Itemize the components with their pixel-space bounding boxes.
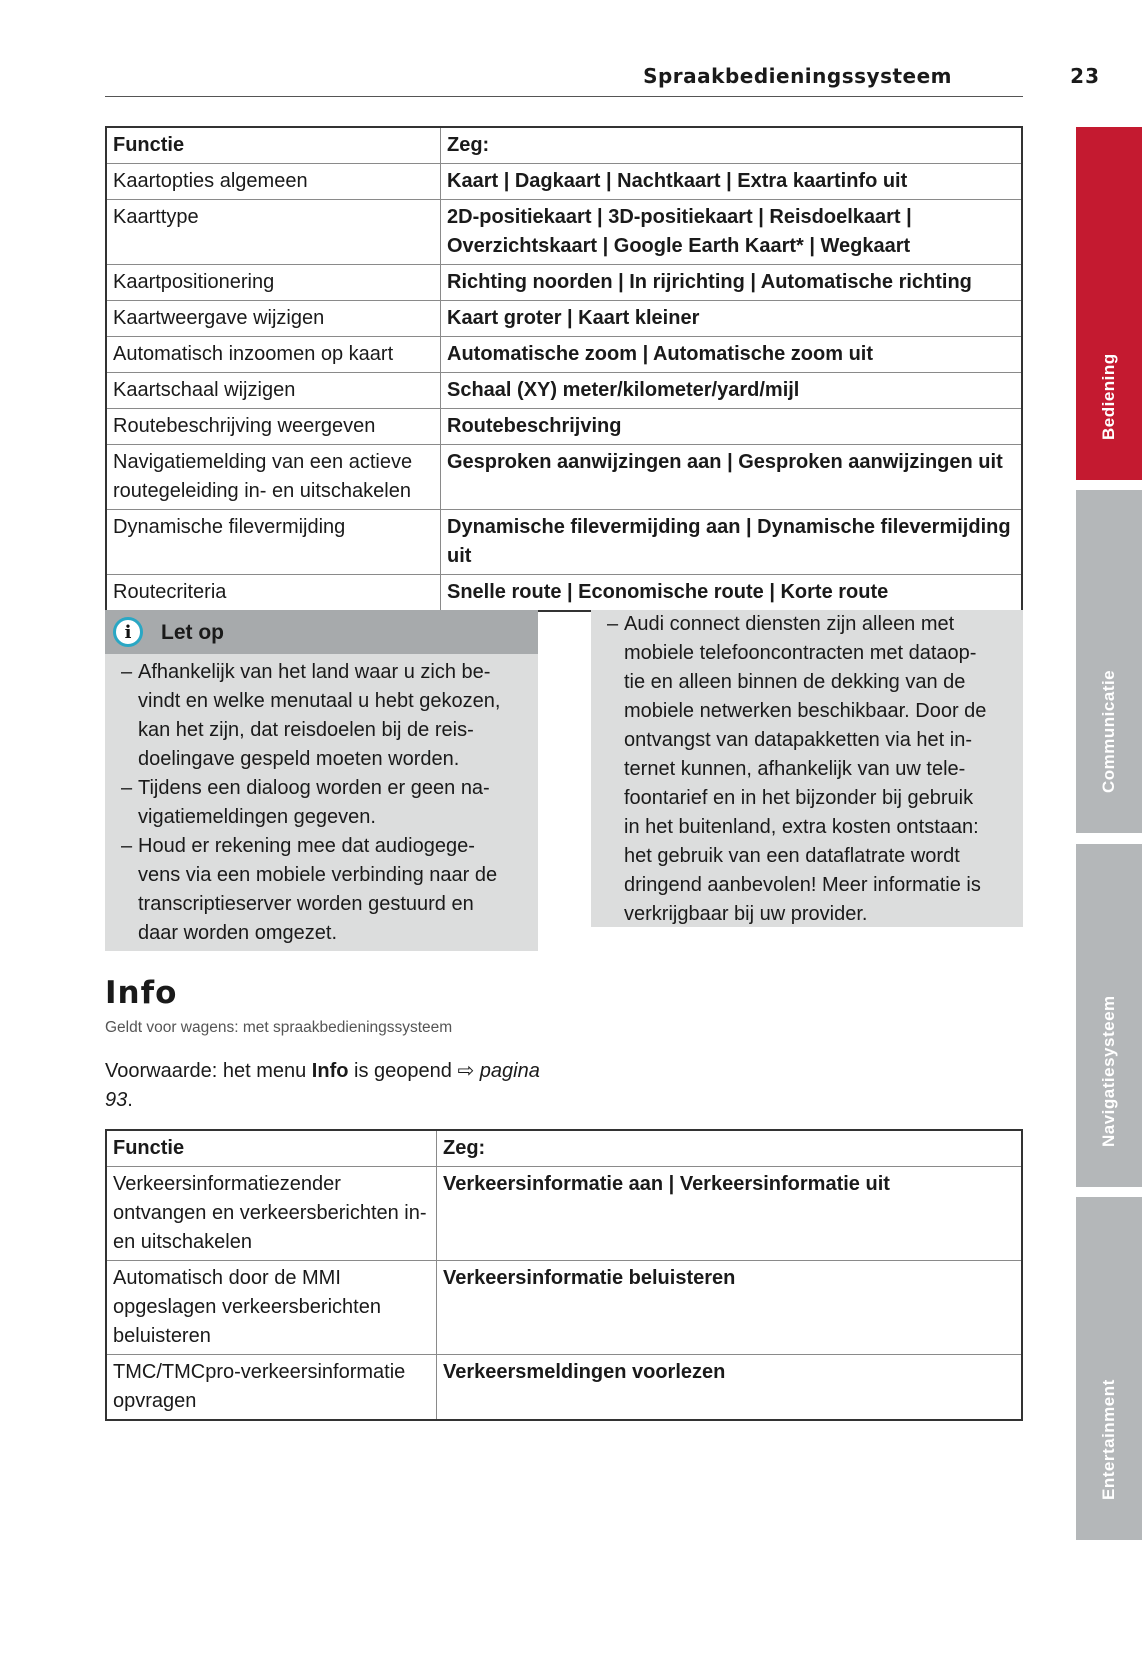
note-line: kan het zijn, dat reisdoelen bij de reis- [138, 719, 474, 741]
table-row [106, 265, 1022, 301]
function-cell: Automatisch door de MMI opgeslagen verkeersberichten beluisteren [106, 1261, 437, 1355]
note-line: het gebruik van een dataflatrate wordt [624, 845, 960, 867]
header-cell-say: Zeg: [441, 127, 1023, 164]
function-cell: Dynamische filevermijding [106, 510, 441, 575]
side-tab-navigatiesysteem[interactable] [1076, 844, 1142, 1187]
command-cell: Verkeersmeldingen voorlezen [437, 1355, 1023, 1421]
command-cell: Richting noorden | In rijrichting | Automatische richting [441, 265, 1023, 301]
command-cell: Dynamische filevermijding aan | Dynamische filevermijding uit [441, 510, 1023, 575]
note-line: ternet kunnen, afhankelijk van uw tele- [624, 758, 966, 780]
function-cell: Automatisch inzoomen op kaart [106, 337, 441, 373]
table-row [106, 373, 1022, 409]
table-header-row [106, 127, 1022, 164]
note-line: doelingave gespeld moeten worden. [138, 748, 460, 770]
header-cell-function: Functie [106, 127, 441, 164]
note-item [121, 832, 528, 948]
page-number: 23 [1070, 64, 1100, 88]
section-heading-info: Info [105, 975, 178, 1011]
command-cell: Automatische zoom | Automatische zoom uit [441, 337, 1023, 373]
table-header-row [106, 1130, 1022, 1167]
table-row [106, 164, 1022, 200]
note-line: transcriptieserver worden gestuurd en [138, 893, 474, 915]
command-cell: Schaal (XY) meter/kilometer/yard/mijl [441, 373, 1023, 409]
function-cell: Verkeersinformatiezender ontvangen en verkeersberichten in- en uitschakelen [106, 1167, 437, 1261]
command-cell: Kaart | Dagkaart | Nachtkaart | Extra kaartinfo uit [441, 164, 1023, 200]
bullet-dash: – [121, 777, 133, 799]
precondition-text [105, 1057, 545, 1115]
note-line: daar worden omgezet. [138, 922, 338, 944]
table-row [106, 445, 1022, 510]
function-cell: Kaartweergave wijzigen [106, 301, 441, 337]
note-header [105, 610, 538, 654]
note-body [105, 654, 538, 948]
side-tab-entertainment[interactable] [1076, 1197, 1142, 1540]
function-cell: Navigatiemelding van een actieve routegeleiding in- en uitschakelen [106, 445, 441, 510]
voice-commands-table-navigation [105, 126, 1023, 612]
note-line: vindt en welke menutaal u hebt gekozen, [138, 690, 501, 712]
function-cell: Kaartopties algemeen [106, 164, 441, 200]
command-cell: 2D-positiekaart | 3D-positiekaart | Reisdoelkaart | Overzichtskaart | Google Earth Kaart* | Wegkaart [441, 200, 1023, 265]
cond-end: . [127, 1089, 133, 1111]
header-cell-say: Zeg: [437, 1130, 1023, 1167]
side-tab-label: Entertainment [1099, 1379, 1118, 1500]
note-line: verkrijgbaar bij uw provider. [624, 903, 868, 925]
table-row [106, 1167, 1022, 1261]
table-row [106, 301, 1022, 337]
table-row [106, 510, 1022, 575]
side-tab-label: Navigatiesysteem [1099, 995, 1118, 1147]
note-item [121, 774, 528, 832]
note-item [121, 658, 528, 774]
command-cell: Verkeersinformatie beluisteren [437, 1261, 1023, 1355]
table-row [106, 1355, 1022, 1421]
command-cell: Kaart groter | Kaart kleiner [441, 301, 1023, 337]
note-line: vigatiemeldingen gegeven. [138, 806, 376, 828]
command-cell: Verkeersinformatie aan | Verkeersinformatie uit [437, 1167, 1023, 1261]
note-line: mobiele telefooncontracten met dataop- [624, 642, 977, 664]
function-cell: Kaartschaal wijzigen [106, 373, 441, 409]
function-cell: Kaartpositionering [106, 265, 441, 301]
applies-to-text: Geldt voor wagens: met spraakbedieningssysteem [105, 1019, 453, 1036]
bullet-dash: – [121, 835, 133, 857]
table-row [106, 409, 1022, 445]
side-tab-label: Bediening [1099, 353, 1118, 440]
note-body [591, 610, 1023, 929]
table-row [106, 337, 1022, 373]
note-line: ontvangst van datapakketten via het in- [624, 729, 973, 751]
function-cell: TMC/TMCpro-verkeersinformatie opvragen [106, 1355, 437, 1421]
note-line: Audi connect diensten zijn alleen met [624, 613, 955, 635]
function-cell: Kaarttype [106, 200, 441, 265]
note-title: Let op [161, 620, 224, 644]
note-box-continued [591, 610, 1023, 927]
function-cell: Routebeschrijving weergeven [106, 409, 441, 445]
note-box-let-op [105, 610, 538, 951]
note-line: tie en alleen binnen de dekking van de [624, 671, 966, 693]
voice-commands-table-info [105, 1129, 1023, 1421]
cond-menu-name: Info [311, 1060, 349, 1082]
command-cell: Gesproken aanwijzingen aan | Gesproken aanwijzingen uit [441, 445, 1023, 510]
arrow-right-icon: ⇨ [457, 1060, 475, 1082]
cond-mid: is geopend [348, 1060, 458, 1082]
note-line: vens via een mobiele verbinding naar de [138, 864, 498, 886]
command-cell: Snelle route | Economische route | Korte route [441, 575, 1023, 612]
table-row [106, 575, 1022, 612]
note-line: dringend aanbevolen! Meer informatie is [624, 874, 981, 896]
side-tab-bediening[interactable] [1076, 127, 1142, 480]
note-line: foontarief en in het bijzonder bij gebruik [624, 787, 974, 809]
note-line: Houd er rekening mee dat audiogege- [138, 835, 475, 857]
side-tab-communicatie[interactable] [1076, 490, 1142, 833]
info-icon: i [113, 617, 143, 647]
bullet-dash: – [607, 613, 619, 635]
page-reference-link[interactable]: pagina 93 [105, 1060, 540, 1111]
note-line: Afhankelijk van het land waar u zich be- [138, 661, 491, 683]
header-divider [105, 96, 1023, 97]
note-item [607, 610, 1013, 929]
note-line: mobiele netwerken beschikbaar. Door de [624, 700, 987, 722]
function-cell: Routecriteria [106, 575, 441, 612]
command-cell: Routebeschrijving [441, 409, 1023, 445]
cond-pre: Voorwaarde: het menu [105, 1060, 312, 1082]
bullet-dash: – [121, 661, 133, 683]
note-line: in het buitenland, extra kosten ontstaan: [624, 816, 979, 838]
note-line: Tijdens een dialoog worden er geen na- [138, 777, 490, 799]
running-header-title: Spraakbedieningssysteem [643, 64, 952, 88]
side-tab-label: Communicatie [1099, 669, 1118, 793]
header-cell-function: Functie [106, 1130, 437, 1167]
table-row [106, 200, 1022, 265]
table-row [106, 1261, 1022, 1355]
